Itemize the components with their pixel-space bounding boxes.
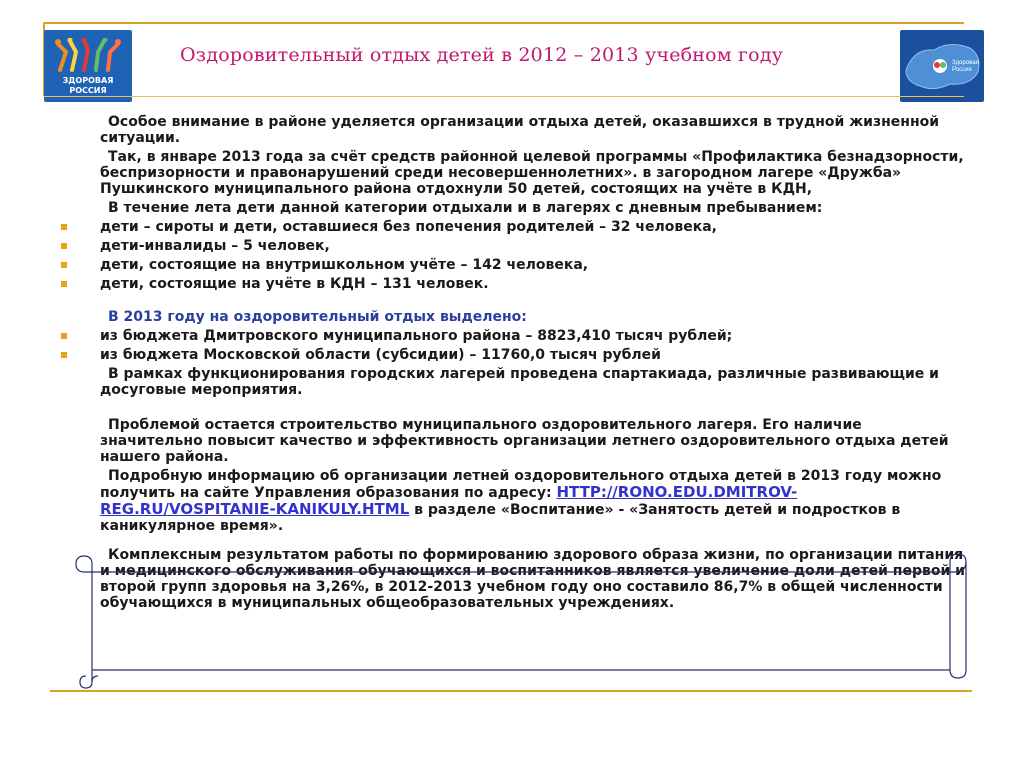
main-content [100, 114, 966, 614]
zdorovaya-rossiya-map-logo [900, 30, 984, 102]
logo-text-line1: ЗДОРОВАЯ [62, 76, 114, 85]
paragraph-summer-camps: В течение лета дети данной категории отдыхали и в лагерях с дневным пребыванием: [108, 200, 823, 216]
rono-website-link[interactable]: HTTP://RONO.EDU.DMITROV-REG.RU/VOSPITANIE-KANIKULY.HTML [100, 483, 798, 518]
bullet-icon [61, 262, 67, 268]
zdorovaya-rossiya-logo [44, 30, 132, 102]
bullet-icon [61, 333, 67, 339]
header-separator [44, 96, 964, 97]
bullet-icon [61, 243, 67, 249]
list-item: дети – сироты и дети, оставшиеся без попечения родителей – 32 человека, [100, 219, 966, 235]
bottom-border-line [50, 690, 972, 692]
list-item: дети-инвалиды – 5 человек, [100, 238, 966, 254]
list-item: из бюджета Дмитровского муниципального района – 8823,410 тысяч рублей; [100, 328, 966, 344]
list-item: из бюджета Московской области (субсидии) – 11760,0 тысяч рублей [100, 347, 966, 363]
list-item: дети, состоящие на внутришкольном учёте – 142 человека, [100, 257, 966, 273]
bullet-icon [61, 224, 67, 230]
page-title: Оздоровительный отдых детей в 2012 – 2013 учебном году [180, 44, 784, 66]
paragraph-funding-heading: В 2013 году на оздоровительный отдых выделено: [108, 309, 527, 325]
top-border-line [44, 22, 964, 24]
russia-map-icon [900, 30, 984, 102]
people-figures-icon [54, 38, 122, 72]
logo-right-line1: Здоровая [952, 60, 979, 66]
paragraph-problem: Проблемой остается строительство муниципального оздоровительного лагеря. Его наличие значительно повысит качество и эффективность организации летнего оздоровительного отдыха детей нашего района. [100, 417, 949, 465]
paragraph-complex-result: Комплексным результатом работы по формированию здорового образа жизни, по организации питания и медицинского обслуживания обучающихся и воспитанников является увеличение доли детей первой и второй групп здоровья на 3,26%, в 2012-2013 учебном году оно составило 86,7% в общей численности обучающихся в муниципальных общеобразовательных учреждениях. [100, 547, 965, 611]
bullet-icon [61, 352, 67, 358]
logo-right-line2: Россия [952, 67, 972, 73]
paragraph-january-camp: Так, в январе 2013 года за счёт средств районной целевой программы «Профилактика безнадзорности, беспризорности и правонарушений среди несовершеннолетних». в загородном лагере «Дружба» Пушкинского муниципального района отдохнули 50 детей, состоящих на учёте в КДН, [100, 149, 964, 197]
paragraph-special-attention: Особое внимание в районе уделяется организации отдыха детей, оказавшихся в трудной жизненной ситуации. [100, 114, 940, 146]
list-item: дети, состоящие на учёте в КДН – 131 человек. [100, 276, 966, 292]
paragraph-more-info: Подробную информацию об организации летней оздоровительного отдыха детей в 2013 году можно получить на сайте Управления образования по адресу: HTTP://RONO.EDU.DMITROV-REG.RU/VOSPITANIE-KANIKULY.HTML в разделе «Воспитание» - «Занятость детей и подростков в каникулярное время». [100, 468, 942, 534]
paragraph-city-camps: В рамках функционирования городских лагерей проведена спартакиада, различные развивающие и досуговые мероприятия. [100, 366, 939, 398]
bullet-icon [61, 281, 67, 287]
logo-text-line2: РОССИЯ [69, 86, 107, 95]
scroll-frame [74, 552, 970, 690]
